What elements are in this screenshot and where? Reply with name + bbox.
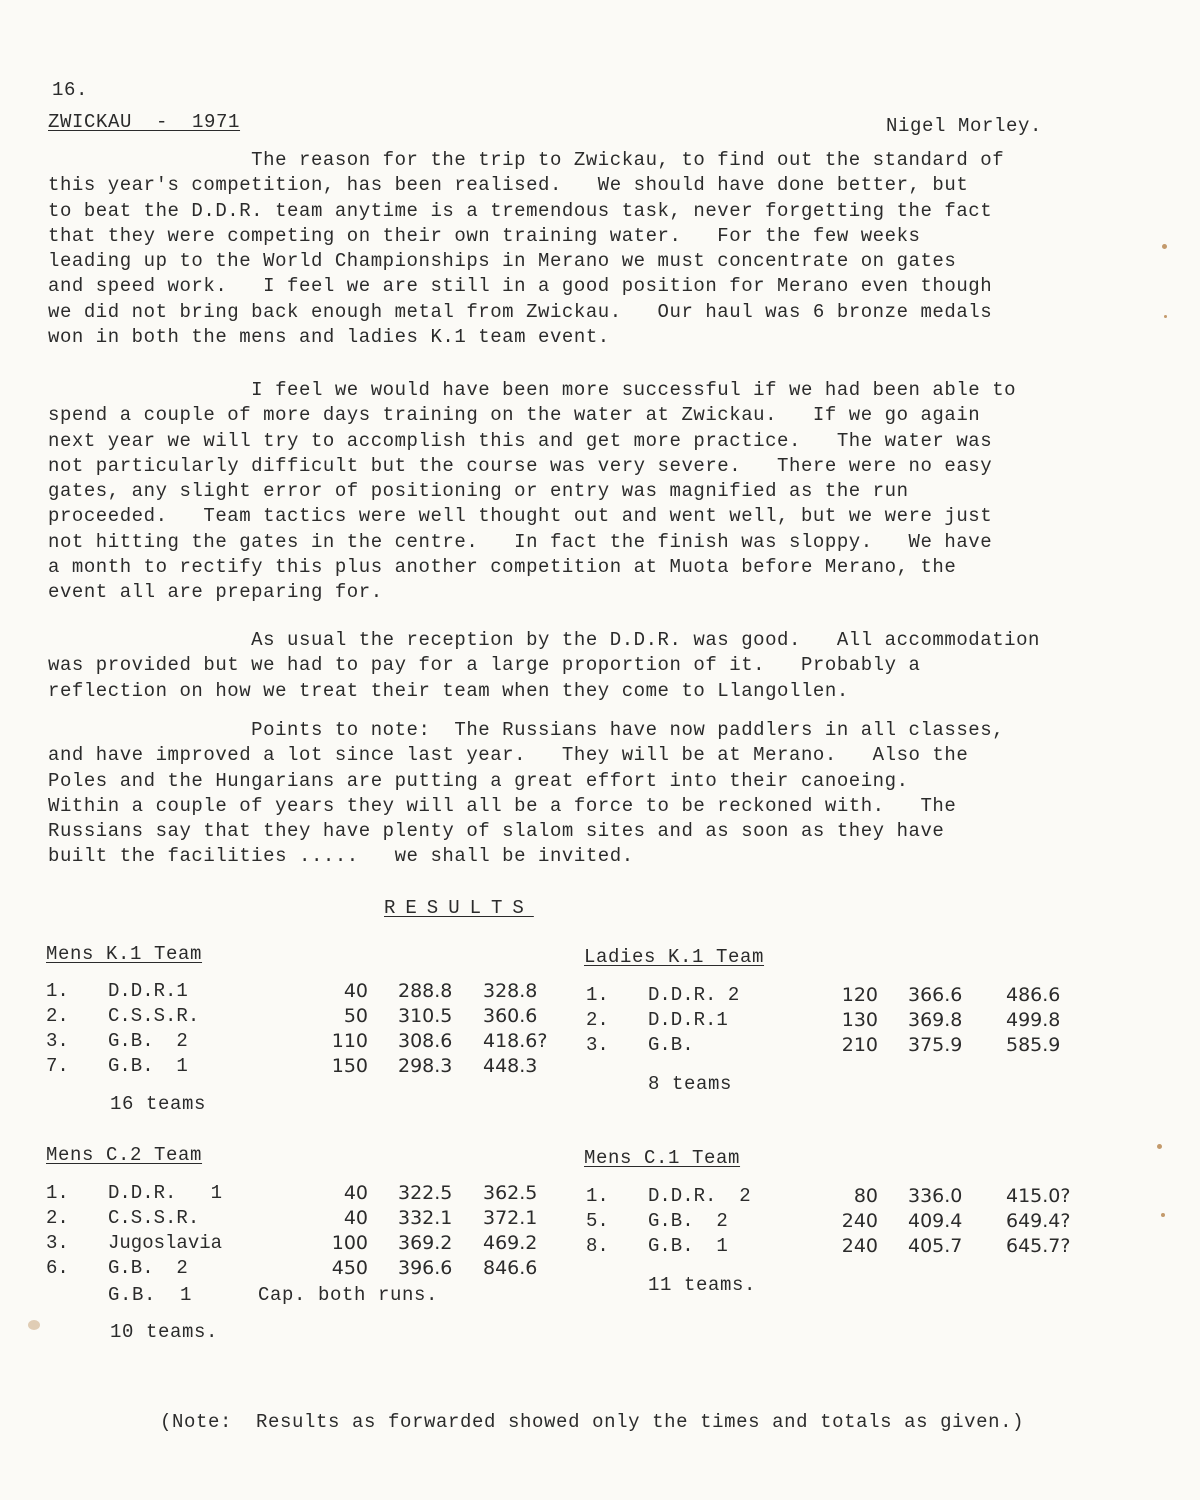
result-place: 6. bbox=[46, 1256, 69, 1279]
paragraph-line: to beat the D.D.R. team anytime is a tremendous task, never forgetting the fact bbox=[48, 199, 993, 222]
ladies-k1-count: 8 teams bbox=[648, 1073, 733, 1095]
result-team: G.B. bbox=[648, 1033, 694, 1056]
paragraph-line: we did not bring back enough metal from Zwickau. Our haul was 6 bronze medals bbox=[48, 300, 993, 323]
result-team: D.D.R.1 bbox=[648, 1008, 728, 1031]
result-team: C.S.S.R. bbox=[108, 1206, 200, 1229]
paragraph-line: The reason for the trip to Zwickau, to find out the standard of bbox=[48, 149, 1005, 171]
result-time: 369.2 bbox=[398, 1231, 453, 1254]
result-row bbox=[46, 1255, 573, 1280]
paragraph-2 bbox=[48, 378, 1053, 606]
result-team: G.B. 1 bbox=[648, 1234, 728, 1257]
result-gap bbox=[368, 1180, 398, 1205]
paragraph-line: not hitting the gates in the centre. In fact the finish was sloppy. We have bbox=[48, 530, 993, 553]
result-time: 288.8 bbox=[398, 979, 453, 1002]
result-row bbox=[46, 1180, 573, 1205]
result-time: 298.3 bbox=[398, 1054, 453, 1077]
result-gap bbox=[368, 1205, 398, 1230]
result-team: G.B. 2 bbox=[108, 1029, 188, 1052]
mens-c1-title: Mens C.1 Team bbox=[584, 1147, 741, 1169]
paper-stain bbox=[28, 1320, 40, 1330]
mens-c2-table bbox=[46, 1180, 573, 1280]
result-row bbox=[586, 1233, 1096, 1258]
paragraph-line: Poles and the Hungarians are putting a great effort into their canoeing. bbox=[48, 769, 909, 792]
result-place: 1. bbox=[46, 979, 69, 1002]
result-gap bbox=[368, 1053, 398, 1078]
paragraph-line: built the facilities ..... we shall be invited. bbox=[48, 845, 634, 868]
paragraph-line: and have improved a lot since last year. They will be at Merano. Also the bbox=[48, 744, 969, 767]
result-gap bbox=[878, 1233, 908, 1258]
result-total: 645.7? bbox=[1006, 1234, 1071, 1257]
paragraph-4 bbox=[48, 718, 1053, 870]
result-team: D.D.R.1 bbox=[108, 979, 188, 1002]
paragraph-line: that they were competing on their own training water. For the few weeks bbox=[48, 224, 921, 247]
result-team: Jugoslavia bbox=[108, 1231, 223, 1254]
result-time: 396.6 bbox=[398, 1256, 453, 1279]
result-team: G.B. 2 bbox=[108, 1256, 188, 1279]
paragraph-line: reflection on how we treat their team when they come to Llangollen. bbox=[48, 679, 849, 702]
paper-stain bbox=[1161, 1213, 1165, 1217]
result-place: 1. bbox=[46, 1181, 69, 1204]
ladies-k1-table bbox=[586, 982, 1096, 1057]
result-penalty: 130 bbox=[841, 1008, 878, 1031]
result-penalty: 50 bbox=[343, 1004, 368, 1027]
result-gap bbox=[368, 1255, 398, 1280]
result-total: 448.3 bbox=[483, 1054, 538, 1077]
result-total: 846.6 bbox=[483, 1256, 538, 1279]
mens-c2-extra-team: G.B. 1 bbox=[108, 1284, 193, 1306]
mens-k1-count: 16 teams bbox=[110, 1093, 207, 1115]
result-place: 2. bbox=[586, 1008, 609, 1031]
result-penalty: 240 bbox=[841, 1209, 878, 1232]
result-time: 308.6 bbox=[398, 1029, 453, 1052]
result-gap bbox=[878, 982, 908, 1007]
result-penalty: 40 bbox=[343, 1181, 368, 1204]
result-time: 405.7 bbox=[908, 1234, 963, 1257]
result-team: G.B. 2 bbox=[648, 1209, 728, 1232]
result-team: D.D.R. 2 bbox=[648, 1184, 751, 1207]
result-gap bbox=[878, 1032, 908, 1057]
result-gap bbox=[878, 1208, 908, 1233]
result-time: 322.5 bbox=[398, 1181, 453, 1204]
result-penalty: 100 bbox=[331, 1231, 368, 1254]
result-time: 409.4 bbox=[908, 1209, 963, 1232]
result-penalty: 210 bbox=[841, 1033, 878, 1056]
result-penalty: 40 bbox=[343, 1206, 368, 1229]
paragraph-line: won in both the mens and ladies K.1 team event. bbox=[48, 326, 610, 349]
paragraph-line: this year's competition, has been realised. We should have done better, but bbox=[48, 174, 969, 197]
paragraph-line: Within a couple of years they will all be a force to be reckoned with. The bbox=[48, 794, 957, 817]
result-penalty: 40 bbox=[343, 979, 368, 1002]
result-place: 5. bbox=[586, 1209, 609, 1232]
paragraph-line: a month to rectify this plus another competition at Muota before Merano, the bbox=[48, 556, 957, 579]
result-total: 585.9 bbox=[1006, 1033, 1061, 1056]
result-gap bbox=[368, 1028, 398, 1053]
result-total: 469.2 bbox=[483, 1231, 538, 1254]
result-total: 372.1 bbox=[483, 1206, 538, 1229]
paragraph-line: event all are preparing for. bbox=[48, 581, 383, 604]
result-total: 418.6? bbox=[483, 1029, 548, 1052]
mens-c2-extra-note: Cap. both runs. bbox=[258, 1284, 439, 1306]
result-place: 2. bbox=[46, 1004, 69, 1027]
mens-k1-table bbox=[46, 978, 573, 1078]
paper-stain bbox=[1164, 315, 1167, 318]
paper-stain bbox=[1157, 1144, 1162, 1149]
result-gap bbox=[368, 978, 398, 1003]
result-row bbox=[46, 1003, 573, 1028]
results-heading: RESULTS bbox=[384, 897, 534, 919]
result-total: 486.6 bbox=[1006, 983, 1061, 1006]
result-row bbox=[586, 982, 1096, 1007]
result-total: 499.8 bbox=[1006, 1008, 1061, 1031]
paragraph-line: Points to note: The Russians have now paddlers in all classes, bbox=[48, 719, 1005, 741]
result-time: 336.0 bbox=[908, 1184, 963, 1207]
result-team: G.B. 1 bbox=[108, 1054, 188, 1077]
result-gap bbox=[878, 1007, 908, 1032]
ladies-k1-title: Ladies K.1 Team bbox=[584, 946, 765, 968]
result-team: D.D.R. 2 bbox=[648, 983, 740, 1006]
mens-c1-table bbox=[586, 1183, 1096, 1258]
paragraph-3 bbox=[48, 628, 1053, 704]
result-penalty: 150 bbox=[331, 1054, 368, 1077]
footnote: (Note: Results as forwarded showed only the times and totals as given.) bbox=[160, 1411, 1025, 1433]
result-row bbox=[46, 1028, 573, 1053]
result-place: 2. bbox=[46, 1206, 69, 1229]
document-title: ZWICKAU - 1971 bbox=[48, 111, 241, 133]
result-penalty: 120 bbox=[841, 983, 878, 1006]
result-row bbox=[46, 1205, 573, 1230]
author-name: Nigel Morley. bbox=[886, 115, 1043, 137]
paragraph-line: and speed work. I feel we are still in a good position for Merano even though bbox=[48, 275, 993, 298]
result-row bbox=[586, 1208, 1096, 1233]
result-place: 8. bbox=[586, 1234, 609, 1257]
paragraph-line: not particularly difficult but the course was very severe. There were no easy bbox=[48, 454, 993, 477]
result-penalty: 240 bbox=[841, 1234, 878, 1257]
paragraph-line: Russians say that they have plenty of slalom sites and as soon as they have bbox=[48, 820, 945, 843]
result-penalty: 80 bbox=[853, 1184, 878, 1207]
result-time: 369.8 bbox=[908, 1008, 963, 1031]
result-gap bbox=[368, 1230, 398, 1255]
result-time: 366.6 bbox=[908, 983, 963, 1006]
result-row bbox=[46, 1053, 573, 1078]
result-place: 7. bbox=[46, 1054, 69, 1077]
paragraph-line: proceeded. Team tactics were well thought out and went well, but we were just bbox=[48, 505, 993, 528]
result-row bbox=[586, 1032, 1096, 1057]
result-gap bbox=[878, 1183, 908, 1208]
paragraph-1 bbox=[48, 148, 1053, 350]
result-row bbox=[586, 1007, 1096, 1032]
result-row bbox=[586, 1183, 1096, 1208]
mens-k1-title: Mens K.1 Team bbox=[46, 943, 203, 965]
result-total: 328.8 bbox=[483, 979, 538, 1002]
result-place: 1. bbox=[586, 983, 609, 1006]
result-row bbox=[46, 978, 573, 1003]
mens-c2-title: Mens C.2 Team bbox=[46, 1144, 203, 1166]
paragraph-line: next year we will try to accomplish this and get more practice. The water was bbox=[48, 429, 993, 452]
paragraph-line: gates, any slight error of positioning or entry was magnified as the run bbox=[48, 480, 909, 503]
mens-c2-count: 10 teams. bbox=[110, 1321, 219, 1343]
paper-stain bbox=[1162, 244, 1167, 249]
result-place: 3. bbox=[586, 1033, 609, 1056]
result-total: 360.6 bbox=[483, 1004, 538, 1027]
mens-c1-count: 11 teams. bbox=[648, 1274, 757, 1296]
result-time: 332.1 bbox=[398, 1206, 453, 1229]
result-place: 1. bbox=[586, 1184, 609, 1207]
paragraph-line: spend a couple of more days training on the water at Zwickau. If we go again bbox=[48, 404, 981, 427]
result-time: 310.5 bbox=[398, 1004, 453, 1027]
result-row bbox=[46, 1230, 573, 1255]
paragraph-line: was provided but we had to pay for a large proportion of it. Probably a bbox=[48, 654, 921, 677]
result-place: 3. bbox=[46, 1029, 69, 1052]
result-total: 649.4? bbox=[1006, 1209, 1071, 1232]
result-place: 3. bbox=[46, 1231, 69, 1254]
result-time: 375.9 bbox=[908, 1033, 963, 1056]
page-number: 16. bbox=[52, 79, 89, 101]
paragraph-line: I feel we would have been more successful if we had been able to bbox=[48, 379, 1017, 401]
result-team: D.D.R. 1 bbox=[108, 1181, 223, 1204]
result-gap bbox=[368, 1003, 398, 1028]
result-total: 362.5 bbox=[483, 1181, 538, 1204]
result-penalty: 450 bbox=[331, 1256, 368, 1279]
paragraph-line: leading up to the World Championships in Merano we must concentrate on gates bbox=[48, 250, 957, 273]
result-penalty: 110 bbox=[331, 1029, 368, 1052]
result-total: 415.0? bbox=[1006, 1184, 1071, 1207]
result-team: C.S.S.R. bbox=[108, 1004, 200, 1027]
paragraph-line: As usual the reception by the D.D.R. was good. All accommodation bbox=[48, 629, 1041, 651]
